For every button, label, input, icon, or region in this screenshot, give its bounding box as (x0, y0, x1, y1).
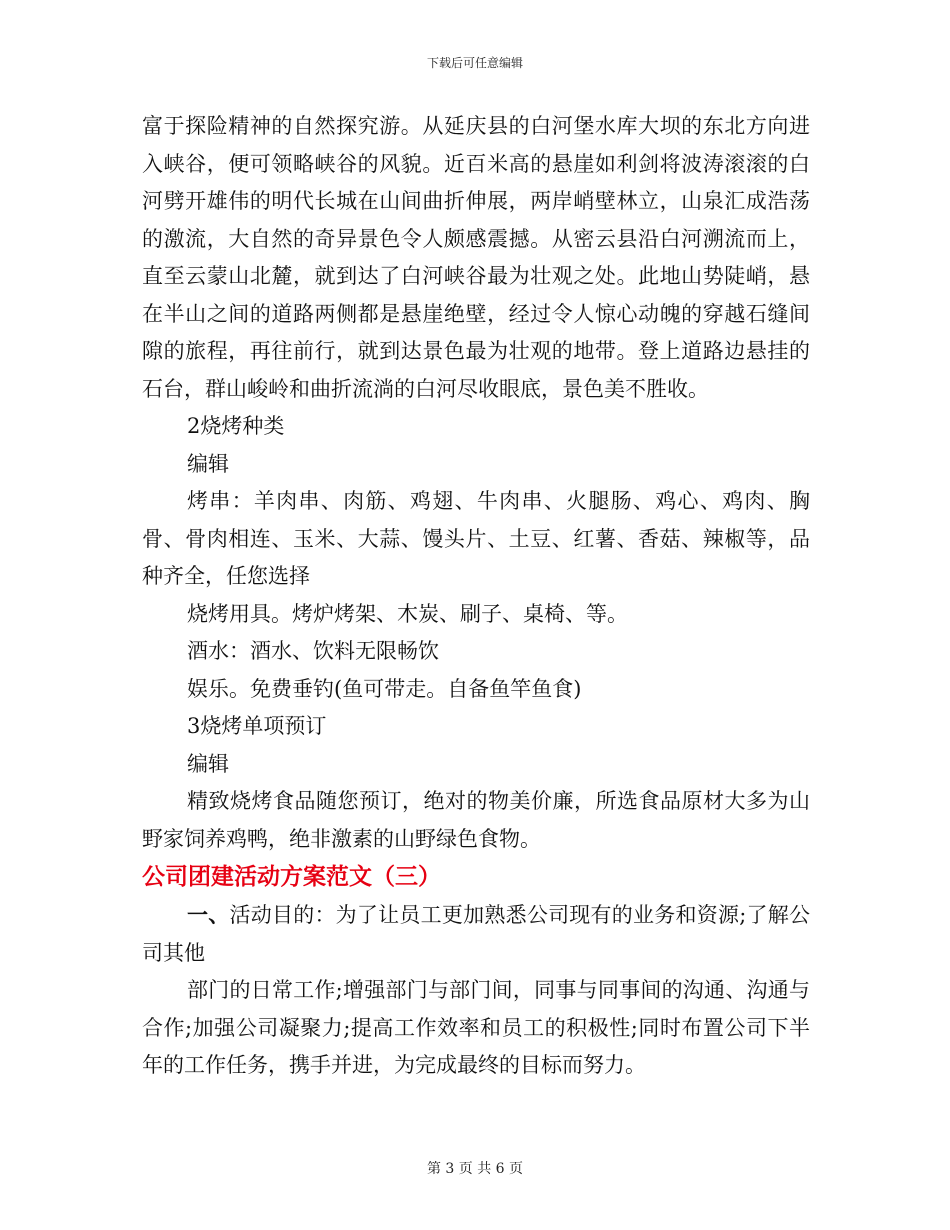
heading-bbq-types: 2烧烤种类 (187, 414, 285, 438)
paragraph-skewers: 烤串：羊肉串、肉筋、鸡翅、牛肉串、火腿肠、鸡心、鸡肉、胸骨、骨肉相连、玉米、大蒜、馒头片、土豆、红薯、香菇、辣椒等，品种齐全，任您选择 (142, 489, 810, 588)
document-body (142, 108, 810, 1085)
paragraph-entertainment: 娱乐。免费垂钓(鱼可带走。自备鱼竿鱼食) (187, 676, 582, 701)
purpose-text: 活动目的：为了让员工更加熟悉公司现有的业务和资源;了解公司其他 (142, 903, 811, 965)
paragraph-drinks: 酒水：酒水、饮料无限畅饮 (187, 639, 439, 663)
edit-label: 编辑 (187, 751, 229, 776)
page-footer: 第 3 页 共 6 页 (426, 1161, 524, 1177)
paragraph-river-gorge: 富于探险精神的自然探究游。从延庆县的白河堡水库大坝的东北方向进入峡谷，便可领略峡谷的风貌。近百米高的悬崖如利剑将波涛滚滚的白河劈开雄伟的明代长城在山间曲折伸展，两岸峭壁林立，山泉汇成浩荡的激流，大自然的奇异景色令人颇感震撼。从密云县沿白河溯流而上，直至云蒙山北麓，就到达了白河峡谷最为壮观之处。此地山势陡峭，悬在半山之间的道路两侧都是悬崖绝壁，经过令人惊心动魄的穿越石缝间隙的旅程，再往前行，就到达景色最为壮观的地带。登上道路边悬挂的石台，群山峻岭和曲折流淌的白河尽收眼底，景色美不胜收。 (142, 114, 810, 401)
heading-bbq-booking: 3烧烤单项预订 (187, 714, 327, 738)
paragraph-purpose-cont: 部门的日常工作;增强部门与部门间，同事与同事间的沟通、沟通与合作;加强公司凝聚力;提高工作效率和员工的积极性;同时布置公司下半年的工作任务，携手并进，为完成最终的目标而努力。 (142, 978, 810, 1077)
paragraph-booking: 精致烧烤食品随您预订，绝对的物美价廉，所选食品原材大多为山野家饲养鸡鸭，绝非激素的山野绿色食物。 (142, 789, 810, 851)
edit-label: 编辑 (187, 451, 229, 476)
purpose-lead: 一、 (187, 902, 230, 927)
section-title: 公司团建活动方案范文（三） (142, 864, 441, 890)
paragraph-purpose (142, 896, 810, 972)
page-header: 下载后可任意编辑 (426, 56, 523, 70)
paragraph-tools: 烧烤用具。烤炉烤架、木炭、刷子、桌椅、等。 (187, 601, 628, 626)
